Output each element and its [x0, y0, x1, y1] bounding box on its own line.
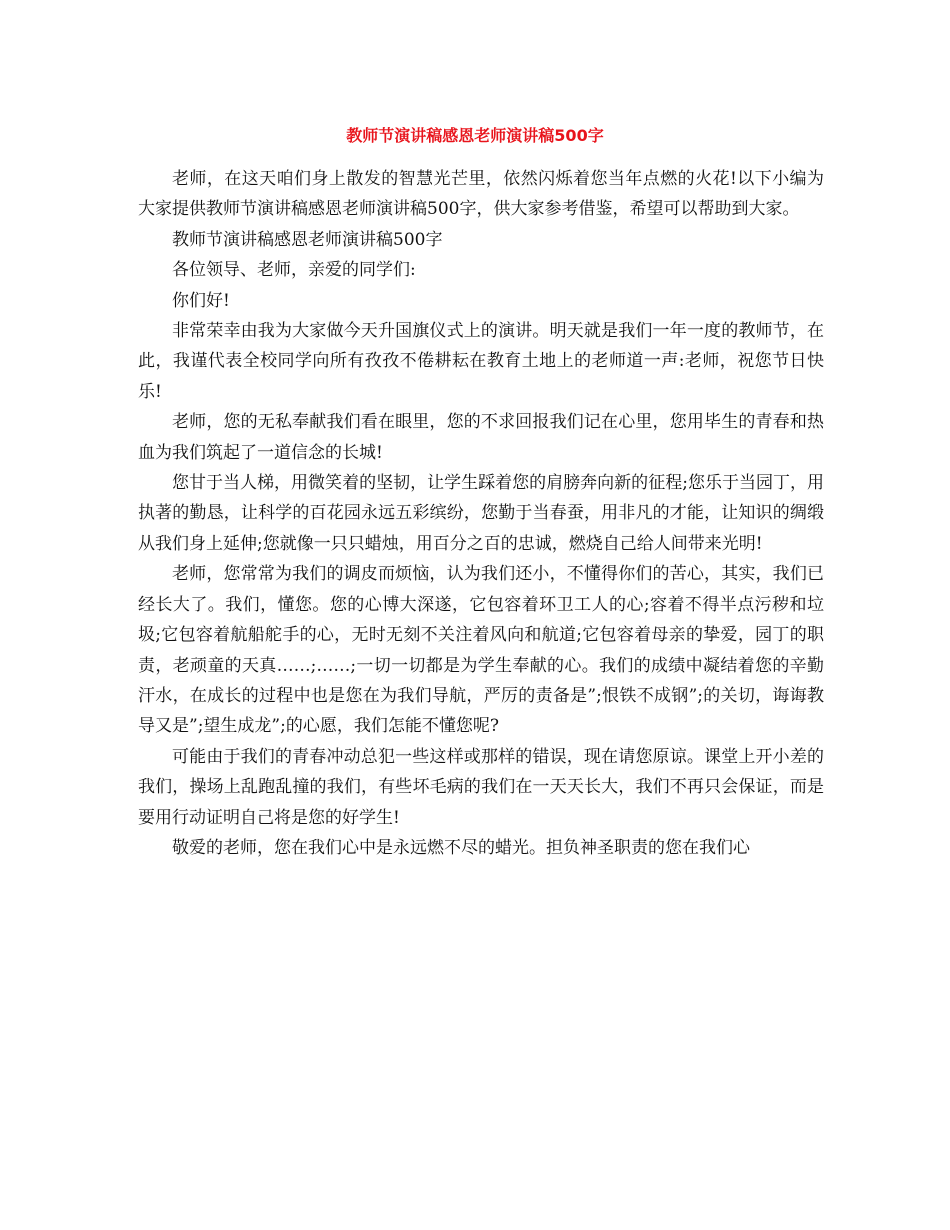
- paragraph-subtitle: 教师节演讲稿感恩老师演讲稿500字: [172, 229, 443, 250]
- paragraph-salutation: 各位领导、老师，亲爱的同学们:: [172, 260, 416, 281]
- paragraph-apology: 可能由于我们的青春冲动总犯一些这样或那样的错误，现在请您原谅。课堂上开小差的我们，操场上乱跑乱撞的我们，有些坏毛病的我们在一天天长大，我们不再只会保证，而是要用行动证明自己将是您的好学生!: [138, 746, 824, 828]
- paragraph-dedication: 老师，您的无私奉献我们看在眼里，您的不求回报我们记在心里，您用毕生的青春和热血为我们筑起了一道信念的长城!: [138, 412, 824, 463]
- paragraph-closing: 敬爱的老师，您在我们心中是永远燃不尽的蜡光。担负神圣职责的您在我们心: [172, 837, 750, 858]
- paragraph-intro: 老师，在这天咱们身上散发的智慧光芒里，依然闪烁着您当年点燃的火花!以下小编为大家提供教师节演讲稿感恩老师演讲稿500字，供大家参考借鉴，希望可以帮助到大家。: [138, 169, 824, 220]
- paragraph-opening: 非常荣幸由我为大家做今天升国旗仪式上的演讲。明天就是我们一年一度的教师节，在此，我谨代表全校同学向所有孜孜不倦耕耘在教育土地上的老师道一声:老师，祝您节日快乐!: [138, 321, 824, 402]
- paragraph-understanding: 老师，您常常为我们的调皮而烦恼，认为我们还小，不懂得你们的苦心，其实，我们已经长大了。我们，懂您。您的心博大深遂，它包容着环卫工人的心;容着不得半点污秽和垃圾;它包容着航船舵手的心，无时无刻不关注着风向和航道;它包容着母亲的挚爱，园丁的职责，老顽童的天真……;……;一切一切都是为学生奉献的心。我们的成绩中凝结着您的辛勤汗水，在成长的过程中也是您在为我们导航，严厉的责备是”;恨铁不成钢”;的关切，诲诲教导又是”;望生成龙”;的心愿，我们怎能不懂您呢?: [138, 564, 824, 737]
- paragraph-greeting: 你们好!: [172, 290, 230, 311]
- paragraph-metaphors: 您甘于当人梯，用微笑着的坚韧，让学生踩着您的肩膀奔向新的征程;您乐于当园丁，用执著的勤恳，让科学的百花园永远五彩缤纷，您勤于当春蚕，用非凡的才能，让知识的绸缎从我们身上延伸;您就像一只只蜡烛，用百分之百的忠诚，燃烧自己给人间带来光明!: [138, 473, 824, 554]
- document-title: 教师节演讲稿感恩老师演讲稿500字: [346, 126, 604, 145]
- document-body: [138, 164, 824, 863]
